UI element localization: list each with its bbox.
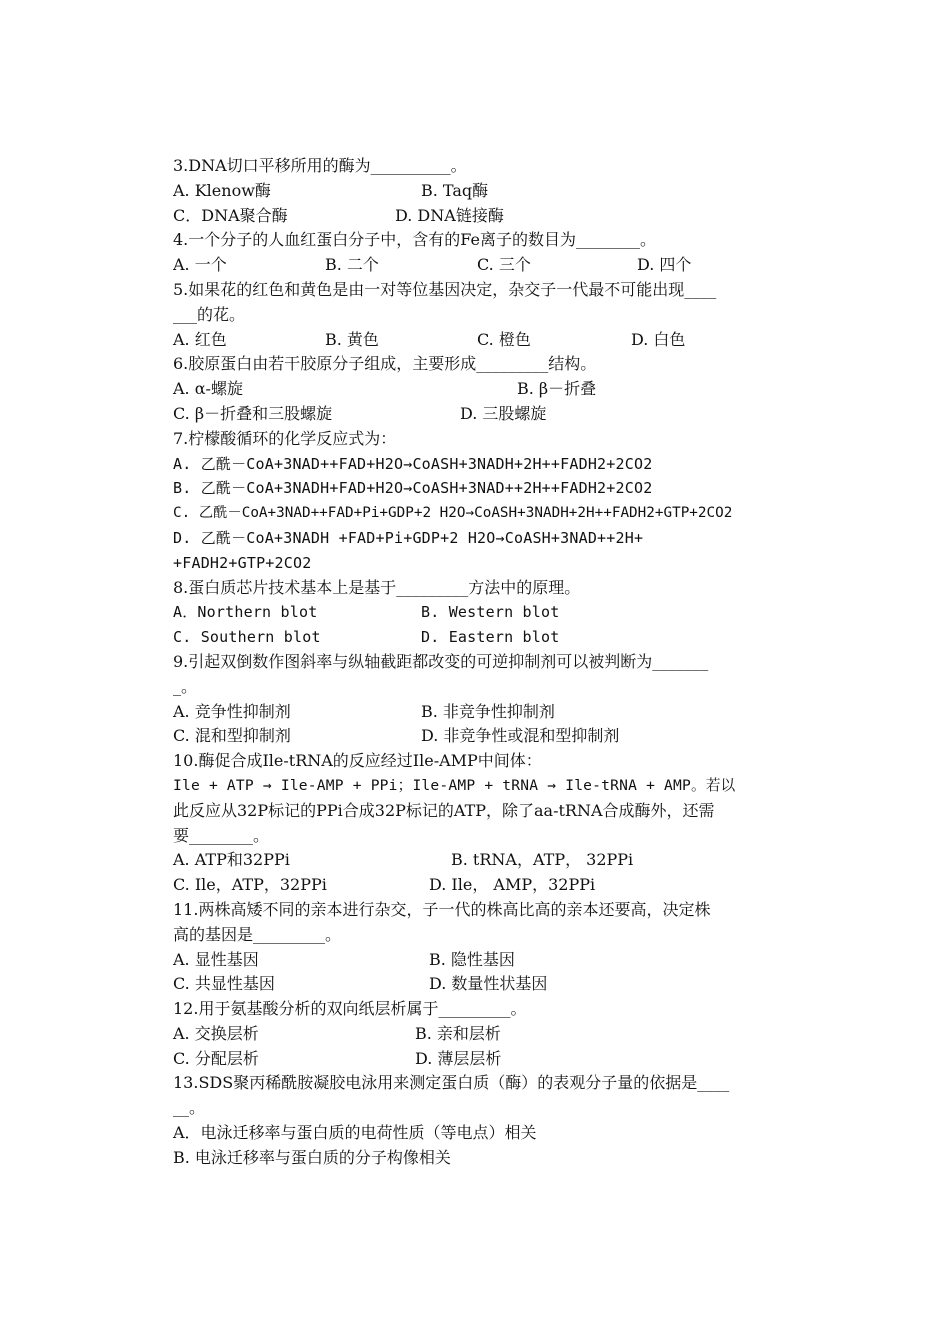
option-d: D. 非竞争性或混和型抑制剂 — [421, 726, 620, 746]
option-c: C．DNA聚合酶 — [173, 205, 288, 225]
option-row — [173, 625, 833, 650]
option-b: B. 电泳迁移率与蛋白质的分子构像相关 — [173, 1147, 451, 1167]
question-stem-cont: _。 — [173, 676, 198, 696]
option-d: D. 乙酰－CoA+3NADH +FAD+Pi+GDP+2 H2O→CoASH+3NAD++2H+ — [173, 528, 644, 547]
option-row — [173, 377, 833, 402]
question-stem: 11.两株高矮不同的亲本进行杂交，子一代的株高比高的亲本还要高，决定株 — [173, 899, 711, 919]
option-b: B. Western blot — [421, 603, 560, 622]
question-stem: 5.如果花的红色和黄色是由一对等位基因决定，杂交子一代最不可能出现____ — [173, 279, 717, 299]
option-b: B. 亲和层析 — [415, 1023, 501, 1043]
option-d: D. 薄层层析 — [415, 1048, 502, 1068]
question-stem: 3.DNA切口平移所用的酶为__________。 — [173, 156, 467, 175]
option-b: B. 非竞争性抑制剂 — [421, 701, 555, 721]
question-stem: 6.胶原蛋白由若干胶原分子组成，主要形成_________结构。 — [173, 354, 597, 374]
option-b: B. β－折叠 — [517, 379, 597, 399]
question-stem-cont: Ile + ATP → Ile-AMP + PPi；Ile-AMP + tRNA → Ile-tRNA + AMP。若以 — [173, 776, 736, 794]
option-row — [173, 972, 833, 997]
option-row — [173, 204, 833, 229]
option-row — [173, 179, 833, 204]
option-d: D. 四个 — [637, 255, 692, 275]
option-a: A. 红色 — [173, 329, 227, 349]
option-row — [173, 253, 833, 278]
option-d: D. 三股螺旋 — [460, 403, 547, 423]
option-c: C. 分配层析 — [173, 1048, 259, 1068]
question-stem-cont: 高的基因是_________。 — [173, 924, 342, 944]
option-row — [173, 402, 833, 427]
question-stem: 13.SDS聚丙稀酰胺凝胶电泳用来测定蛋白质（酶）的表观分子量的依据是____ — [173, 1073, 730, 1093]
option-a: A. ATP和32PPi — [173, 850, 290, 870]
option-c: C. 橙色 — [477, 329, 531, 349]
option-c: C. 混和型抑制剂 — [173, 726, 291, 746]
question-stem-cont: ___的花。 — [173, 304, 246, 324]
option-a: A. 一个 — [173, 255, 227, 275]
option-a: A. Klenow酶 — [173, 180, 271, 200]
option-b: B. 二个 — [325, 255, 379, 275]
option-row — [173, 1022, 833, 1047]
option-row — [173, 948, 833, 973]
option-b: B. tRNA，ATP， 32PPi — [451, 850, 634, 870]
option-row — [173, 328, 833, 353]
question-stem: 9.引起双倒数作图斜率与纵轴截距都改变的可逆抑制剂可以被判断为_______ — [173, 651, 709, 671]
question-stem-cont: 要________。 — [173, 825, 270, 845]
question-list — [173, 154, 833, 1171]
option-a: A. 竞争性抑制剂 — [173, 701, 291, 721]
option-b: B. 隐性基因 — [429, 949, 515, 969]
option-d: D. DNA链接酶 — [395, 205, 504, 225]
question-stem: 8.蛋白质芯片技术基本上是基于_________方法中的原理。 — [173, 577, 581, 597]
option-b: B. Taq酶 — [421, 180, 489, 200]
question-stem-cont: 此反应从32P标记的PPi合成32P标记的ATP，除了aa-tRNA合成酶外，还需 — [173, 800, 715, 820]
option-a: A. α-螺旋 — [173, 379, 243, 399]
option-c: C. 共显性基因 — [173, 974, 275, 994]
option-a: A. 乙酰－CoA+3NAD++FAD+H2O→CoASH+3NADH+2H++FADH2+2CO2 — [173, 454, 653, 473]
option-d: D. Ile， AMP，32PPi — [429, 875, 596, 895]
question-stem: 12.用于氨基酸分析的双向纸层析属于_________。 — [173, 999, 527, 1019]
option-b: B. 黄色 — [325, 329, 379, 349]
option-a: A. 显性基因 — [173, 949, 259, 969]
option-row — [173, 873, 833, 898]
option-d: D. 白色 — [631, 329, 686, 349]
option-c: C. Southern blot — [173, 628, 321, 647]
option-c: C. 三个 — [477, 255, 531, 275]
option-c: C. Ile，ATP，32PPi — [173, 875, 327, 895]
question-stem-cont: __。 — [173, 1098, 206, 1118]
option-a: A．Northern blot — [173, 603, 318, 622]
option-row — [173, 600, 833, 625]
option-d-cont: +FADH2+GTP+2CO2 — [173, 553, 312, 572]
option-d: D. 数量性状基因 — [429, 974, 548, 994]
option-row — [173, 700, 833, 725]
option-c: C. β－折叠和三股螺旋 — [173, 403, 333, 423]
question-stem: 7.柠檬酸循环的化学反应式为： — [173, 428, 397, 448]
option-a: A. 交换层析 — [173, 1023, 259, 1043]
option-b: B. 乙酰－CoA+3NADH+FAD+H2O→CoASH+3NAD++2H++FADH2+2CO2 — [173, 479, 653, 498]
option-a: A．电泳迁移率与蛋白质的电荷性质（等电点）相关 — [173, 1123, 537, 1143]
question-stem: 4.一个分子的人血红蛋白分子中，含有的Fe离子的数目为________。 — [173, 230, 656, 250]
option-row — [173, 848, 833, 873]
option-row — [173, 1047, 833, 1072]
option-c: C. 乙酰－CoA+3NAD++FAD+Pi+GDP+2 H2O→CoASH+3NADH+2H++FADH2+GTP+2CO2 — [173, 505, 733, 522]
option-d: D. Eastern blot — [421, 628, 560, 647]
question-stem: 10.酶促合成Ile-tRNA的反应经过Ile-AMP中间体： — [173, 751, 542, 771]
option-row — [173, 724, 833, 749]
